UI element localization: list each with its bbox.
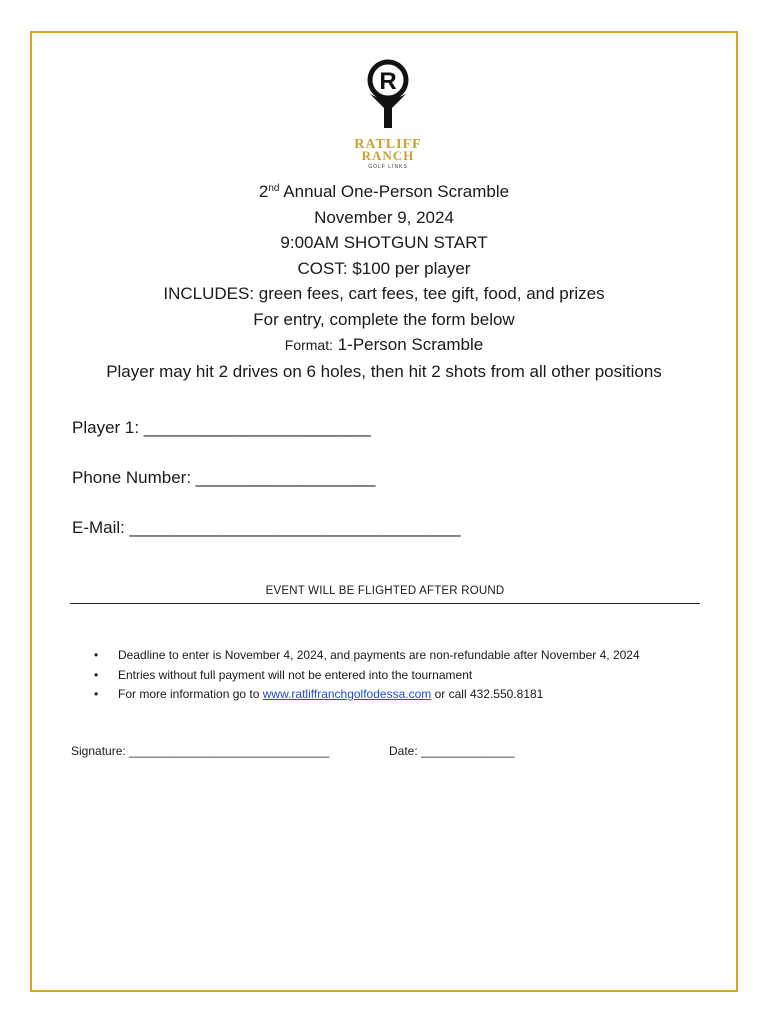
signature-row	[71, 744, 711, 758]
bullet-icon: •	[94, 648, 99, 662]
event-date: November 9, 2024	[314, 207, 454, 227]
event-rules: Player may hit 2 drives on 6 holes, then hit 2 shots from all other positions	[106, 361, 662, 381]
bullet-icon: •	[94, 687, 99, 701]
list-item: • For more information go to www.ratliffranchgolfodessa.com or call 432.550.8181	[92, 685, 702, 705]
event-includes: INCLUDES: green fees, cart fees, tee gift, food, and prizes	[163, 284, 605, 303]
ratliff-ranch-logo	[340, 58, 436, 176]
phone-field[interactable]: Phone Number: ___________________	[72, 468, 376, 487]
svg-text:RATLIFF: RATLIFF	[354, 137, 422, 152]
bullet-icon: •	[94, 667, 99, 682]
event-cost: COST: $100 per player	[297, 258, 471, 278]
divider	[70, 603, 700, 604]
list-item: • Entries without full payment will not be entered into the tournament	[92, 666, 702, 686]
flighted-notice: EVENT WILL BE FLIGHTED AFTER ROUND	[265, 585, 505, 597]
event-format: Format: 1-Person Scramble	[284, 335, 484, 354]
date-field[interactable]: Date: ______________	[389, 744, 515, 758]
signature-field[interactable]: Signature: ______________________________	[71, 744, 330, 758]
website-link[interactable]: www.ratliffranchgolfodessa.com	[262, 687, 432, 701]
event-start: 9:00AM SHOTGUN START	[280, 233, 488, 252]
svg-text:GOLF LINKS: GOLF LINKS	[368, 164, 408, 170]
svg-text:R: R	[379, 68, 397, 95]
notes-list	[92, 646, 702, 705]
list-item: • Deadline to enter is November 4, 2024, and payments are non-refundable after November 4, 2024	[92, 646, 702, 666]
entry-instruction: For entry, complete the form below	[253, 309, 515, 329]
entry-form	[72, 416, 712, 566]
email-field[interactable]: E-Mail: ___________________________________	[72, 518, 461, 537]
player-field[interactable]: Player 1: ________________________	[72, 418, 371, 437]
event-header	[32, 176, 736, 384]
svg-text:RANCH: RANCH	[361, 148, 415, 163]
event-title: 2nd Annual One-Person Scramble	[258, 182, 510, 201]
